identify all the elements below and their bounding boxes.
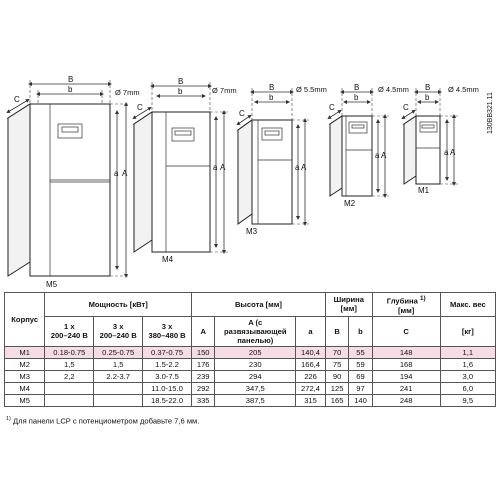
table-cell: 315 (296, 394, 326, 406)
table-cell: 176 (192, 358, 215, 370)
enclosure-m1 (403, 83, 479, 195)
table-cell: 0.25-0.75 (94, 346, 143, 358)
table-cell: 166,4 (296, 358, 326, 370)
table-cell: 140 (349, 394, 372, 406)
table-cell: 335 (192, 394, 215, 406)
dim-label-B: B (178, 77, 184, 86)
header-power: Мощность [кВт] (45, 293, 192, 317)
table-cell: 3,0 (440, 370, 495, 382)
hole-diameter-m5: Ø 7mm (115, 88, 140, 97)
table-cell: 226 (296, 370, 326, 382)
table-cell: 387,5 (215, 394, 296, 406)
dim-label-A: A (301, 163, 307, 172)
table-cell: 18.5-22.0 (143, 394, 192, 406)
table-cell (45, 394, 94, 406)
dim-label-a: a (213, 163, 218, 172)
table-row (5, 382, 496, 394)
table-cell: 0.37-0.75 (143, 346, 192, 358)
table-cell: 230 (215, 358, 296, 370)
table-cell: 70 (325, 346, 348, 358)
dim-label-C: C (329, 103, 335, 112)
header-width-col: b (349, 316, 372, 346)
header-height-col: A (192, 316, 215, 346)
table-cell (45, 382, 94, 394)
table-cell: 0.18-0.75 (45, 346, 94, 358)
table-row (5, 358, 496, 370)
table-cell: 1.5-2.2 (143, 358, 192, 370)
enclosure-m2 (329, 83, 409, 208)
footnote (6, 416, 199, 426)
table-cell: 59 (349, 358, 372, 370)
dim-label-B: B (354, 83, 360, 92)
table-cell: 90 (325, 370, 348, 382)
dim-label-C: C (137, 103, 143, 112)
table-cell: 55 (349, 346, 372, 358)
enclosure-label-m1: M1 (418, 186, 430, 195)
table-cell: M1 (5, 346, 45, 358)
header-power-col: 1 x 200–240 В (45, 316, 94, 346)
dim-label-b: b (68, 85, 73, 94)
table-cell: 69 (349, 370, 372, 382)
header-width: Ширина [мм] (325, 293, 372, 317)
table-cell: 294 (215, 370, 296, 382)
table-cell: 6,0 (440, 382, 495, 394)
table-cell: 168 (372, 358, 440, 370)
table-cell (94, 382, 143, 394)
dim-label-C: C (403, 103, 409, 112)
header-width-col: B (325, 316, 348, 346)
enclosure-m4 (134, 77, 237, 264)
table-cell: M3 (5, 370, 45, 382)
dim-label-B: B (425, 83, 431, 92)
table-cell: 1,6 (440, 358, 495, 370)
dim-label-A: A (450, 148, 456, 157)
footnote-marker: 1) (6, 416, 11, 422)
enclosure-spec-table (4, 292, 496, 407)
header-height-col: A (с развязывающей панелью) (215, 316, 296, 346)
table-cell: 1,5 (45, 358, 94, 370)
table-cell: M5 (5, 394, 45, 406)
enclosure-label-m2: M2 (344, 199, 356, 208)
table-cell: 1,1 (440, 346, 495, 358)
enclosure-m5 (8, 75, 140, 289)
table-row (5, 370, 496, 382)
enclosure-label-m3: M3 (246, 227, 258, 236)
dim-label-a: a (444, 148, 449, 157)
table-row (5, 394, 496, 406)
table-cell: 241 (372, 382, 440, 394)
header-row-1 (5, 293, 496, 317)
table-cell: 2.2-3.7 (94, 370, 143, 382)
table-cell (94, 394, 143, 406)
header-korpus: Корпус (5, 293, 45, 347)
header-power-col: 3 x 380–480 В (143, 316, 192, 346)
dim-label-A: A (220, 163, 226, 172)
dim-label-B: B (68, 75, 74, 84)
table-row (5, 346, 496, 358)
table-cell: 248 (372, 394, 440, 406)
table-cell: 150 (192, 346, 215, 358)
dim-label-A: A (122, 169, 128, 178)
table-cell: 239 (192, 370, 215, 382)
hole-diameter-m2: Ø 4.5mm (378, 85, 409, 94)
hole-diameter-m3: Ø 5.5mm (296, 85, 327, 94)
header-height-col: a (296, 316, 326, 346)
table-cell: 272,4 (296, 382, 326, 394)
enclosure-label-m5: M5 (46, 280, 58, 289)
footnote-text: Для панели LCP с потенциометром добавьте 7,6 мм. (13, 416, 200, 426)
table-cell: 165 (325, 394, 348, 406)
table-cell: 125 (325, 382, 348, 394)
table-cell: M2 (5, 358, 45, 370)
table-cell: 2,2 (45, 370, 94, 382)
table-cell: 1,5 (94, 358, 143, 370)
header-row-2 (5, 316, 496, 346)
table-cell: 97 (349, 382, 372, 394)
dim-label-b: b (269, 93, 274, 102)
dim-label-a: a (295, 163, 300, 172)
dim-label-C: C (14, 95, 20, 104)
table-cell: M4 (5, 382, 45, 394)
table-cell: 347,5 (215, 382, 296, 394)
dim-label-b: b (425, 93, 430, 102)
dim-label-C: C (239, 109, 245, 118)
dim-label-b: b (178, 87, 183, 96)
table-cell: 9,5 (440, 394, 495, 406)
dim-label-a: a (114, 169, 119, 178)
header-height: Высота [мм] (192, 293, 326, 317)
table-cell: 205 (215, 346, 296, 358)
header-power-col: 3 x 200–240 В (94, 316, 143, 346)
table-cell: 140,4 (296, 346, 326, 358)
table-cell: 11.0-15.0 (143, 382, 192, 394)
enclosure-m3 (238, 83, 327, 236)
drawing-id: 130BB321.11 (487, 92, 494, 134)
enclosure-label-m4: M4 (162, 255, 174, 264)
table-cell: 3.0-7.5 (143, 370, 192, 382)
table-cell: 75 (325, 358, 348, 370)
hole-diameter-m4: Ø 7mm (212, 86, 237, 95)
dim-label-a: a (375, 151, 380, 160)
header-weight-unit: [кг] (440, 316, 495, 346)
header-depth-col: C (372, 316, 440, 346)
header-depth: Глубина $^{1)}$ [мм] (372, 293, 440, 317)
dim-label-A: A (381, 151, 387, 160)
table-cell: 292 (192, 382, 215, 394)
table-cell: 194 (372, 370, 440, 382)
dim-label-b: b (354, 93, 359, 102)
hole-diameter-m1: Ø 4.5mm (448, 85, 479, 94)
header-weight: Макс. вес (440, 293, 495, 317)
table-cell: 148 (372, 346, 440, 358)
dim-label-B: B (269, 83, 275, 92)
